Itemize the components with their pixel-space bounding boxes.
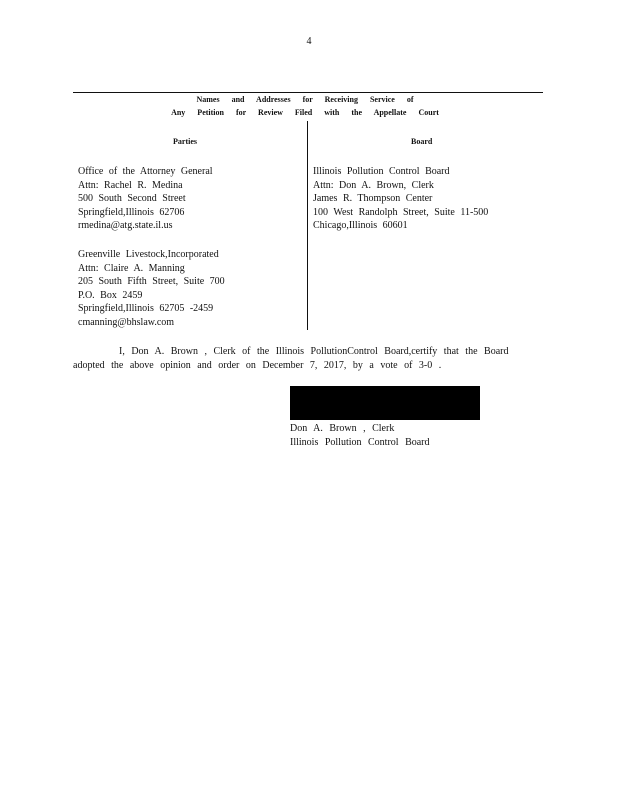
certification-line-1: I, Don A. Brown , Clerk of the Illinois PollutionControl Board,certify that the Board [119, 346, 509, 357]
page-number: 4 [306, 36, 312, 47]
address-line: Office of the Attorney General [78, 166, 213, 177]
heading-line-1: Names and Addresses for Receiving Service of [196, 95, 414, 104]
address-line: 500 South Second Street [78, 193, 186, 205]
address-line: Chicago,Illinois 60601 [313, 220, 408, 232]
address-line: Springfield,Illinois 62706 [78, 206, 185, 218]
heading-line-2: Any Petition for Review Filed with the Appellate Court [171, 108, 439, 117]
party-address-attorney-general [78, 165, 213, 233]
address-line: Attn: Claire A. Manning [78, 262, 185, 274]
certification-line-2: adopted the above opinion and order on December 7, 2017, by a vote of 3-0 . [73, 359, 442, 371]
signature-block [290, 422, 430, 449]
address-line: P.O. Box 2459 [78, 289, 143, 301]
board-address [313, 165, 488, 233]
email-line: cmanning@bhslaw.com [78, 316, 175, 328]
address-line: 205 South Fifth Street, Suite 700 [78, 276, 225, 288]
certification-paragraph [73, 345, 513, 372]
address-line: Attn: Rachel R. Medina [78, 179, 183, 191]
address-line: Attn: Don A. Brown, Clerk [313, 179, 434, 191]
party-address-greenville-livestock [78, 248, 225, 330]
address-line: Greenville Livestock,Incorporated [78, 249, 219, 260]
email-line: rmedina@atg.state.il.us [78, 220, 173, 232]
address-line: 100 West Randolph Street, Suite 11-500 [313, 206, 489, 218]
horizontal-rule [73, 92, 543, 93]
board-column-label: Board [411, 137, 433, 146]
address-line: James R. Thompson Center [313, 193, 433, 205]
signer-name: Don A. Brown , Clerk [290, 423, 395, 434]
address-line: Illinois Pollution Control Board [313, 166, 450, 177]
parties-column-label: Parties [173, 137, 197, 146]
column-divider [307, 121, 308, 330]
redacted-signature [290, 386, 480, 420]
address-line: Springfield,Illinois 62705 -2459 [78, 303, 214, 315]
signer-organization: Illinois Pollution Control Board [290, 436, 430, 448]
